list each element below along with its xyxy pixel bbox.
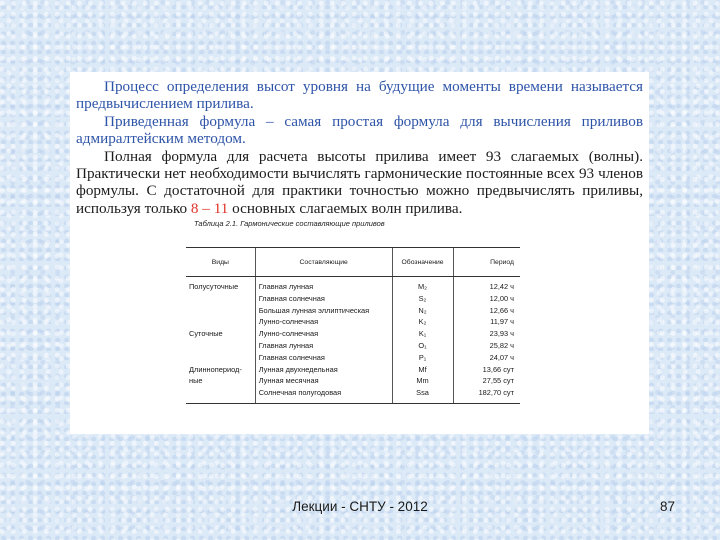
cell-type: [186, 340, 255, 352]
cell-period: 12,42 ч: [453, 277, 520, 293]
cell-component: Главная солнечная: [255, 293, 392, 305]
paragraph-text-end: основных слагаемых волн прилива.: [228, 199, 463, 217]
cell-component: Лунно-солнечная: [255, 316, 392, 328]
paragraph-text-start: Полная формула для расчета высоты прилива имеет 93 слагаемых (волны). Практически нет необходимости вычислять гармонические постоянные всех 93 членов формулы. С достаточной для практики точностью можно предвычислять приливы, используя только: [76, 147, 643, 217]
table-row: [186, 352, 520, 364]
cell-component: Солнечная полугодовая: [255, 387, 392, 403]
header-symbol: Обозначение: [392, 248, 453, 277]
table-row: [186, 277, 520, 293]
cell-period: 24,07 ч: [453, 352, 520, 364]
cell-component: Главная солнечная: [255, 352, 392, 364]
table-row: [186, 305, 520, 317]
cell-type: [186, 316, 255, 328]
header-type: Виды: [186, 248, 255, 277]
cell-symbol: O₁: [392, 340, 453, 352]
cell-component: Главная лунная: [255, 277, 392, 293]
cell-period: 27,55 сут: [453, 375, 520, 387]
paragraph-definition: Процесс определения высот уровня на будущие моменты времени называется предвычислением прилива.: [76, 78, 643, 113]
footer-lecture-title: Лекции - СНТУ - 2012: [292, 499, 428, 514]
cell-symbol: S₂: [392, 293, 453, 305]
table-row: [186, 328, 520, 340]
table-header-row: [186, 248, 520, 277]
cell-type: [186, 352, 255, 364]
cell-period: 13,66 сут: [453, 364, 520, 376]
cell-period: 12,00 ч: [453, 293, 520, 305]
slide-content-image: [70, 72, 649, 434]
cell-symbol: M₂: [392, 277, 453, 293]
cell-symbol: Mf: [392, 364, 453, 376]
cell-symbol: N₂: [392, 305, 453, 317]
cell-type: [186, 305, 255, 317]
table-row: [186, 316, 520, 328]
cell-period: 182,70 сут: [453, 387, 520, 403]
table-row: [186, 340, 520, 352]
cell-symbol: Mm: [392, 375, 453, 387]
harmonic-components-table: [186, 247, 520, 404]
page-number: 87: [660, 499, 676, 514]
highlight-wave-count: 8 – 11: [190, 199, 229, 217]
table-row: [186, 293, 520, 305]
cell-component: Лунная двухнедельная: [255, 364, 392, 376]
cell-component: Лунно-солнечная: [255, 328, 392, 340]
header-period: Период: [453, 248, 520, 277]
table-row: [186, 387, 520, 403]
cell-period: 11,97 ч: [453, 316, 520, 328]
cell-component: Большая лунная эллиптическая: [255, 305, 392, 317]
cell-period: 12,66 ч: [453, 305, 520, 317]
header-component: Составляющие: [255, 248, 392, 277]
cell-type: Полусуточные: [189, 282, 239, 291]
cell-type: Длиннопериод-: [189, 364, 242, 374]
cell-type: [186, 387, 255, 403]
cell-type: ные: [189, 376, 203, 386]
cell-symbol: Ssa: [392, 387, 453, 403]
table-caption: Таблица 2.1. Гармонические составляющие приливов: [194, 219, 385, 229]
cell-symbol: P₁: [392, 352, 453, 364]
table-row: [186, 364, 520, 376]
table-row: [186, 375, 520, 387]
cell-type: [186, 293, 255, 305]
cell-symbol: K₂: [392, 316, 453, 328]
paragraph-formula-note: Приведенная формула – самая простая формула для вычисления приливов адмиралтейским методом.: [76, 112, 643, 148]
cell-period: 23,93 ч: [453, 328, 520, 340]
cell-period: 25,82 ч: [453, 340, 520, 352]
cell-component: Главная лунная: [255, 340, 392, 352]
paragraph-full-formula: [76, 148, 643, 218]
cell-component: Лунная месячная: [255, 375, 392, 387]
cell-symbol: K₁: [392, 328, 453, 340]
cell-type: Суточные: [189, 329, 223, 339]
